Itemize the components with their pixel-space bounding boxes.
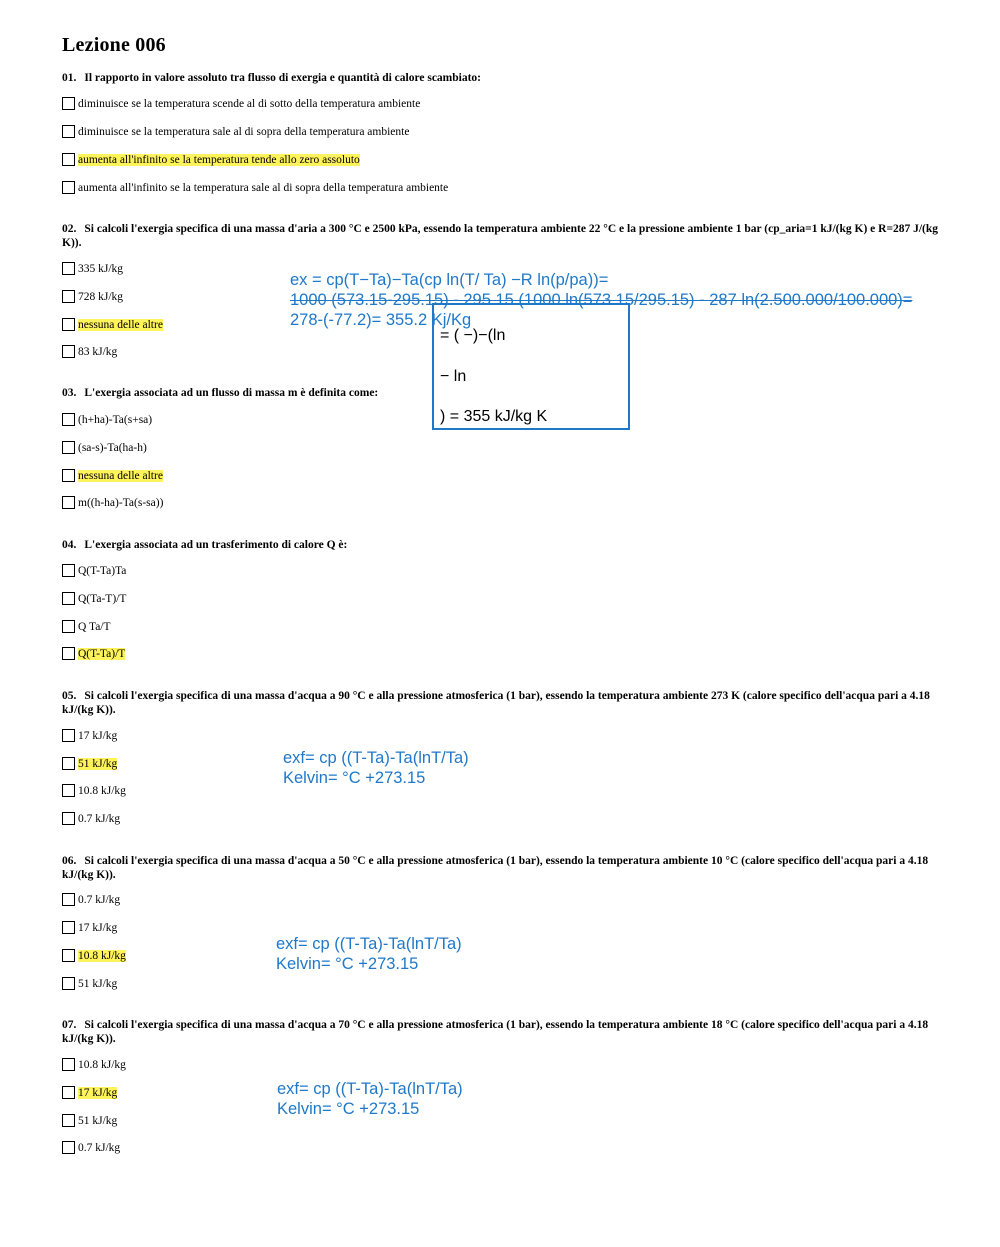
checkbox[interactable] <box>62 1114 75 1127</box>
checkbox[interactable] <box>62 125 75 138</box>
checkbox[interactable] <box>62 469 75 482</box>
question-number: 03. <box>62 387 77 399</box>
option-label: 0.7 kJ/kg <box>78 1141 121 1154</box>
option-03-b[interactable] <box>62 440 147 455</box>
checkbox[interactable] <box>62 496 75 509</box>
option-05-c[interactable] <box>62 783 126 798</box>
question-07 <box>62 1018 942 1046</box>
option-05-b[interactable] <box>62 756 117 771</box>
option-label-highlighted: Q(T-Ta)/T <box>78 647 126 660</box>
option-label: (h+ha)-Ta(s+sa) <box>78 413 153 426</box>
checkbox[interactable] <box>62 97 75 110</box>
checkbox[interactable] <box>62 893 75 906</box>
checkbox[interactable] <box>62 757 75 770</box>
option-label-highlighted: 51 kJ/kg <box>78 757 118 770</box>
checkbox[interactable] <box>62 290 75 303</box>
question-number: 06. <box>62 855 77 867</box>
option-label: diminuisce se la temperatura sale al di sopra della temperatura ambiente <box>78 125 410 138</box>
annotation-q07-line-2: Kelvin= °C +273.15 <box>277 1100 420 1118</box>
checkbox[interactable] <box>62 592 75 605</box>
option-02-a[interactable] <box>62 261 123 276</box>
checkbox[interactable] <box>62 977 75 990</box>
option-05-a[interactable] <box>62 728 117 743</box>
question-04 <box>62 538 942 552</box>
checkbox[interactable] <box>62 318 75 331</box>
option-04-a[interactable] <box>62 563 126 578</box>
option-04-b[interactable] <box>62 591 126 606</box>
option-02-c[interactable] <box>62 317 163 332</box>
checkbox[interactable] <box>62 1058 75 1071</box>
question-number: 02. <box>62 223 77 235</box>
checkbox[interactable] <box>62 345 75 358</box>
option-label: (sa-s)-Ta(ha-h) <box>78 441 147 454</box>
option-02-b[interactable] <box>62 289 123 304</box>
question-number: 04. <box>62 539 77 551</box>
question-01 <box>62 71 942 85</box>
question-text: Il rapporto in valore assoluto tra flusso di exergia e quantità di calore scambiato: <box>84 72 482 84</box>
annotation-q05-line-1: exf= cp ((T-Ta)-Ta(lnT/Ta) <box>283 749 469 767</box>
option-label: 10.8 kJ/kg <box>78 784 126 797</box>
option-label: 51 kJ/kg <box>78 977 118 990</box>
question-text: Si calcoli l'exergia specifica di una massa d'acqua a 50 °C e alla pressione atmosferica (1 bar), essendo la temperatura ambiente 10 °C (calore specifico dell'acqua pari a 4.18 kJ/(kg K)). <box>62 855 929 881</box>
checkbox[interactable] <box>62 262 75 275</box>
checkbox[interactable] <box>62 647 75 660</box>
option-label: m((h-ha)-Ta(s-sa)) <box>78 496 164 509</box>
checkbox[interactable] <box>62 620 75 633</box>
option-01-d[interactable] <box>62 180 448 195</box>
checkbox[interactable] <box>62 921 75 934</box>
question-text: Si calcoli l'exergia specifica di una massa d'acqua a 90 °C e alla pressione atmosferica (1 bar), essendo la temperatura ambiente 273 K (calore specifico dell'acqua pari a 4.18 kJ/(kg K)). <box>62 690 930 716</box>
option-label: 0.7 kJ/kg <box>78 812 121 825</box>
question-06 <box>62 854 942 882</box>
option-label: 10.8 kJ/kg <box>78 1058 126 1071</box>
checkbox[interactable] <box>62 413 75 426</box>
option-label-highlighted: 10.8 kJ/kg <box>78 949 126 962</box>
option-label: diminuisce se la temperatura scende al di sotto della temperatura ambiente <box>78 97 421 110</box>
annotation-q02-line-1: ex = cp(T−Ta)−Ta(cp ln(T/ Ta) −R ln(p/pa))= <box>290 271 609 289</box>
option-label: Q(T-Ta)Ta <box>78 564 127 577</box>
checkbox[interactable] <box>62 1141 75 1154</box>
checkbox[interactable] <box>62 729 75 742</box>
option-07-c[interactable] <box>62 1113 117 1128</box>
checkbox[interactable] <box>62 784 75 797</box>
option-07-a[interactable] <box>62 1057 126 1072</box>
option-07-b[interactable] <box>62 1085 117 1100</box>
option-label: Q(Ta-T)/T <box>78 592 127 605</box>
annotation-q02-line-3: 278-(-77.2)= 355.2 Kj/Kg <box>290 311 472 329</box>
annotation-q02-line-2: 1000 (573.15-295.15) - 295.15 (1000 ln(573.15/295.15) - 287 ln(2.500.000/100.000)= <box>290 291 913 309</box>
checkbox[interactable] <box>62 153 75 166</box>
question-text: Si calcoli l'exergia specifica di una massa d'aria a 300 °C e 2500 kPa, essendo la temperatura ambiente 22 °C e la pressione ambiente 1 bar (cp_aria=1 kJ/(kg K) e R=287 J/(kg K)). <box>62 223 939 249</box>
option-03-d[interactable] <box>62 495 163 510</box>
option-label-highlighted: aumenta all'infinito se la temperatura tende allo zero assoluto <box>78 153 360 166</box>
option-label: 728 kJ/kg <box>78 290 124 303</box>
option-05-d[interactable] <box>62 811 120 826</box>
option-label-highlighted: nessuna delle altre <box>78 469 163 482</box>
question-03 <box>62 386 942 400</box>
option-01-c[interactable] <box>62 152 360 167</box>
option-04-d[interactable] <box>62 646 125 661</box>
annotation-q07-line-1: exf= cp ((T-Ta)-Ta(lnT/Ta) <box>277 1080 463 1098</box>
option-label: 51 kJ/kg <box>78 1114 118 1127</box>
option-06-c[interactable] <box>62 948 126 963</box>
question-05 <box>62 689 942 717</box>
annotation-q06-line-1: exf= cp ((T-Ta)-Ta(lnT/Ta) <box>276 935 462 953</box>
option-03-c[interactable] <box>62 468 163 483</box>
page-title: Lezione 006 <box>62 34 166 56</box>
checkbox[interactable] <box>62 564 75 577</box>
option-06-d[interactable] <box>62 976 117 991</box>
option-06-b[interactable] <box>62 920 117 935</box>
option-label: 0.7 kJ/kg <box>78 893 121 906</box>
question-number: 01. <box>62 72 77 84</box>
option-06-a[interactable] <box>62 892 120 907</box>
option-01-a[interactable] <box>62 96 420 111</box>
checkbox[interactable] <box>62 1086 75 1099</box>
annotation-box-line-3: ) = 355 kJ/kg K <box>440 408 548 425</box>
option-04-c[interactable] <box>62 619 111 634</box>
option-label: 335 kJ/kg <box>78 262 124 275</box>
option-02-d[interactable] <box>62 344 117 359</box>
question-number: 05. <box>62 690 77 702</box>
option-label: 17 kJ/kg <box>78 729 118 742</box>
question-text: L'exergia associata ad un flusso di massa m è definita come: <box>84 387 379 399</box>
option-label: aumenta all'infinito se la temperatura sale al di sopra della temperatura ambiente <box>78 181 449 194</box>
option-label: 17 kJ/kg <box>78 921 118 934</box>
annotation-box-line-1: = ( −)−(ln <box>440 327 506 344</box>
option-label: Q Ta/T <box>78 620 111 633</box>
checkbox[interactable] <box>62 812 75 825</box>
option-label-highlighted: 17 kJ/kg <box>78 1086 118 1099</box>
question-text: Si calcoli l'exergia specifica di una massa d'acqua a 70 °C e alla pressione atmosferica (1 bar), essendo la temperatura ambiente 18 °C (calore specifico dell'acqua pari a 4.18 kJ/(kg K)). <box>62 1019 929 1045</box>
option-03-a[interactable] <box>62 412 152 427</box>
option-07-d[interactable] <box>62 1140 120 1155</box>
option-label-highlighted: nessuna delle altre <box>78 318 163 331</box>
option-label: 83 kJ/kg <box>78 345 118 358</box>
option-01-b[interactable] <box>62 124 409 139</box>
question-02 <box>62 222 942 250</box>
checkbox[interactable] <box>62 949 75 962</box>
annotation-box-line-2: − ln <box>440 368 467 385</box>
checkbox[interactable] <box>62 181 75 194</box>
checkbox[interactable] <box>62 441 75 454</box>
question-text: L'exergia associata ad un trasferimento di calore Q è: <box>84 539 348 551</box>
annotation-q06-line-2: Kelvin= °C +273.15 <box>276 955 419 973</box>
annotation-q05-line-2: Kelvin= °C +273.15 <box>283 769 426 787</box>
question-number: 07. <box>62 1019 77 1031</box>
